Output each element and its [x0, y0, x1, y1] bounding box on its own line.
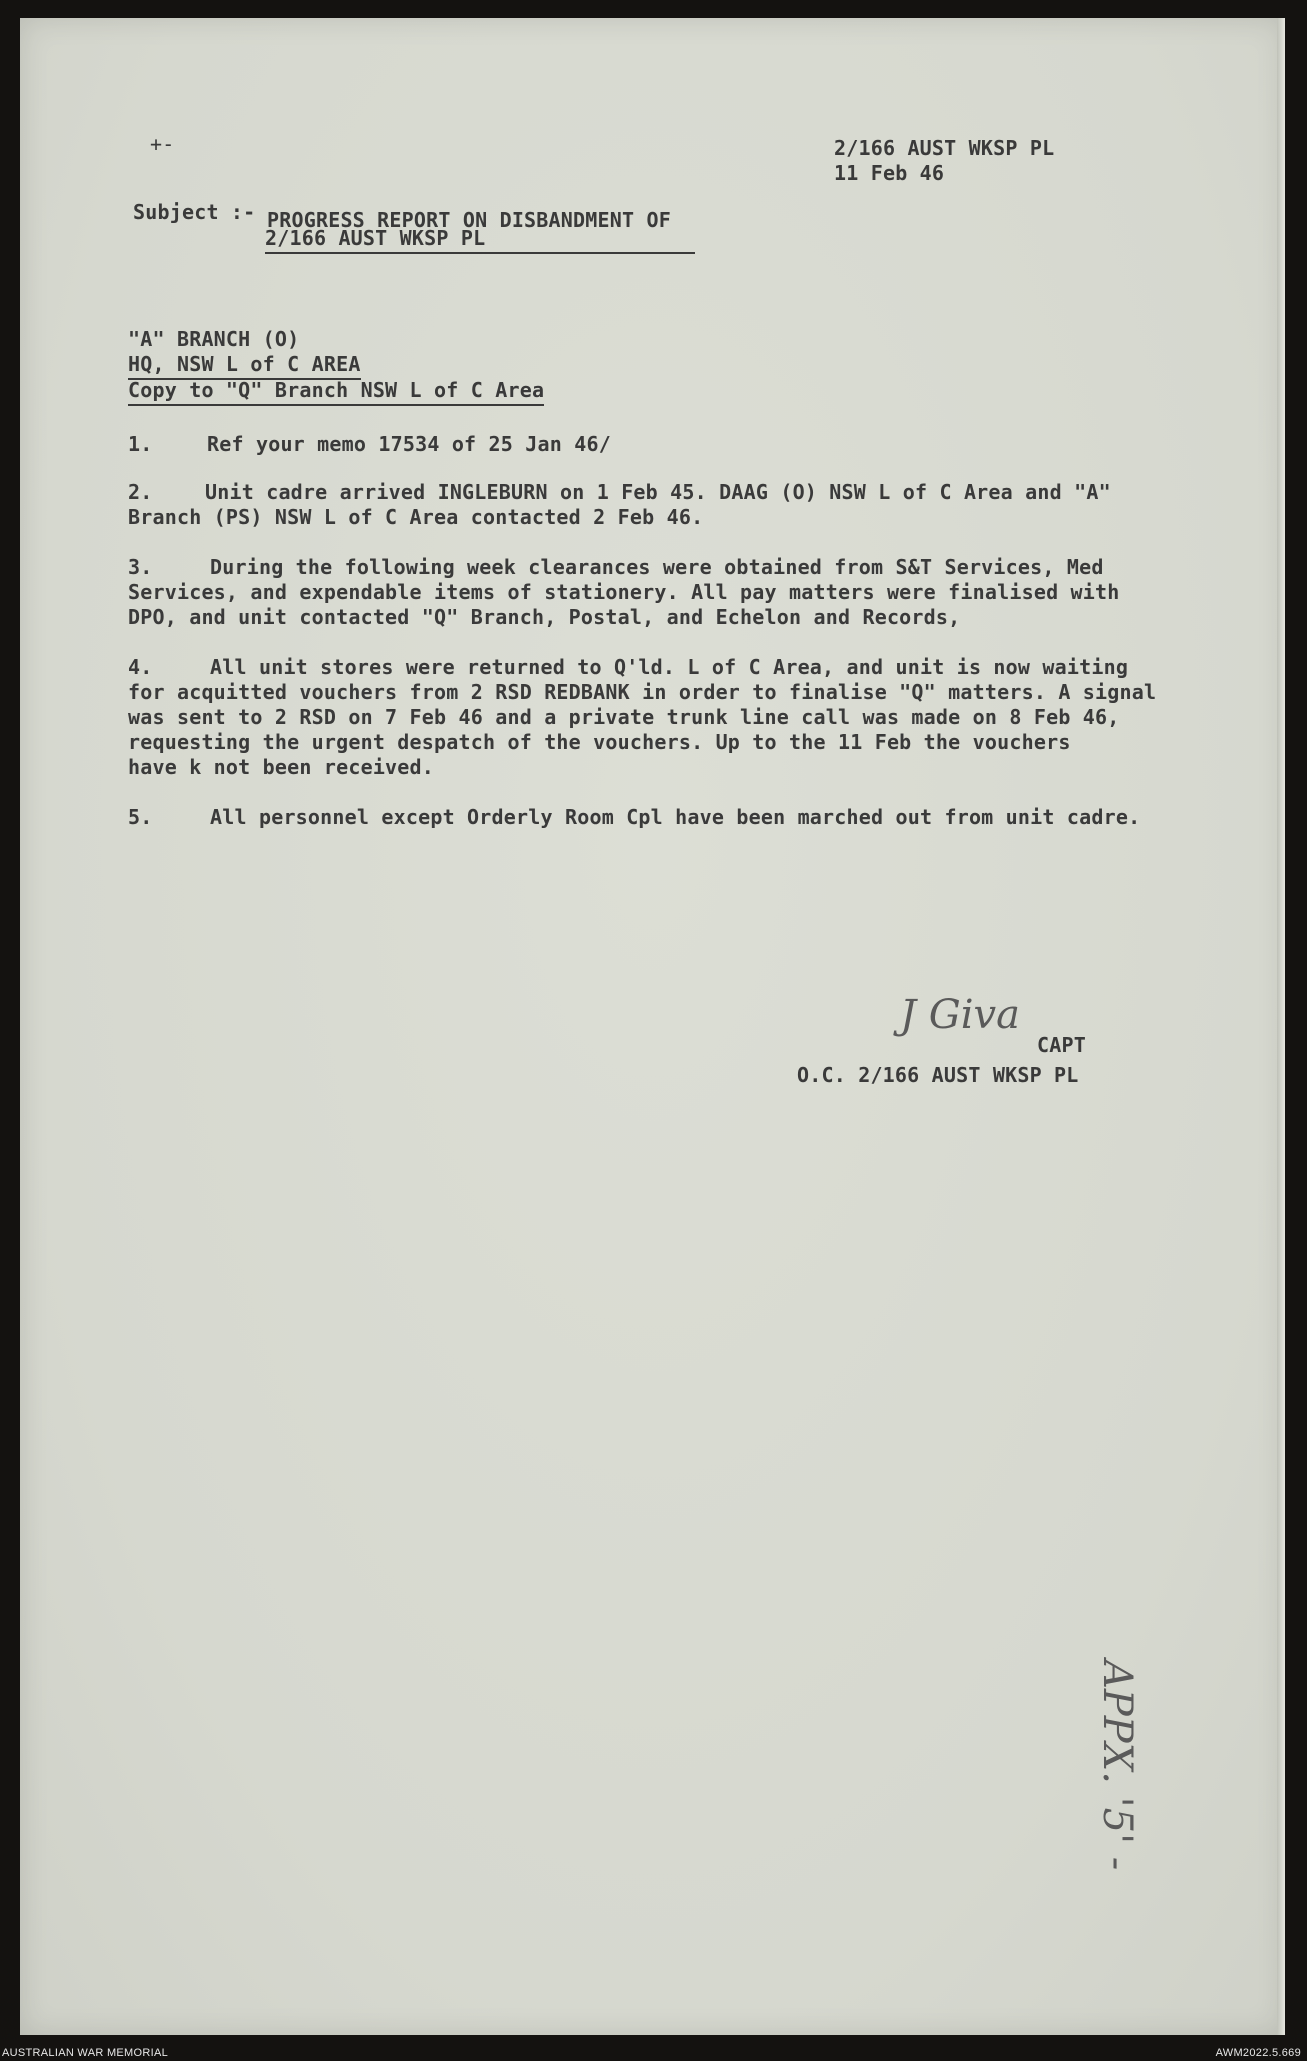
para-4-line: was sent to 2 RSD on 7 Feb 46 and a private trunk line call was made on 8 Feb 46,: [128, 705, 1120, 729]
addressee-line-2: HQ, NSW L of C AREA: [128, 352, 361, 380]
subject-line-1: PROGRESS REPORT ON DISBANDMENT OF: [267, 208, 671, 232]
signature-rank: CAPT: [1037, 1033, 1086, 1057]
para-3-line: Services, and expendable items of stationery. All pay matters were finalised with: [128, 580, 1120, 604]
addressee-line-1: "A" BRANCH (O): [128, 327, 300, 351]
para-3-line: DPO, and unit contacted "Q" Branch, Postal, and Echelon and Records,: [128, 605, 961, 629]
para-5-line: All personnel except Orderly Room Cpl have been marched out from unit cadre.: [210, 805, 1141, 829]
para-2-line: Branch (PS) NSW L of C Area contacted 2 Feb 46.: [128, 505, 704, 529]
para-4-line: All unit stores were returned to Q'ld. L of C Area, and unit is now waiting: [210, 655, 1129, 679]
signature-title: O.C. 2/166 AUST WKSP PL: [797, 1063, 1079, 1087]
header-date: 11 Feb 46: [834, 161, 945, 185]
subject-line-2: 2/166 AUST WKSP PL: [265, 226, 695, 254]
addressee-line-3: Copy to "Q" Branch NSW L of C Area: [128, 378, 544, 406]
para-2-line: Unit cadre arrived INGLEBURN on 1 Feb 45. DAAG (O) NSW L of C Area and "A": [205, 480, 1111, 504]
footer-right: AWM2022.5.669: [1215, 2047, 1301, 2059]
margin-annotation: APPX. '5' -: [1094, 1660, 1140, 1871]
header-unit: 2/166 AUST WKSP PL: [834, 136, 1055, 160]
para-4-line: for acquitted vouchers from 2 RSD REDBANK in order to finalise "Q" matters. A signal: [128, 680, 1157, 704]
subject-label: Subject :-: [133, 200, 256, 224]
handwritten-signature: J Giva: [900, 992, 1020, 1038]
para-5-number: 5.: [128, 805, 153, 829]
para-4-line: have k not been received.: [128, 755, 435, 779]
footer-left: AUSTRALIAN WAR MEMORIAL: [2, 2047, 169, 2059]
corner-mark: +-: [150, 132, 175, 156]
para-2-number: 2.: [128, 480, 153, 504]
para-1-number: 1.: [128, 432, 153, 456]
paper-edge: [1277, 18, 1285, 2035]
para-1-line: Ref your memo 17534 of 25 Jan 46/: [207, 432, 611, 456]
para-3-number: 3.: [128, 555, 153, 579]
para-4-line: requesting the urgent despatch of the vouchers. Up to the 11 Feb the vouchers: [128, 730, 1071, 754]
para-3-line: During the following week clearances were obtained from S&T Services, Med: [210, 555, 1104, 579]
para-4-number: 4.: [128, 655, 153, 679]
